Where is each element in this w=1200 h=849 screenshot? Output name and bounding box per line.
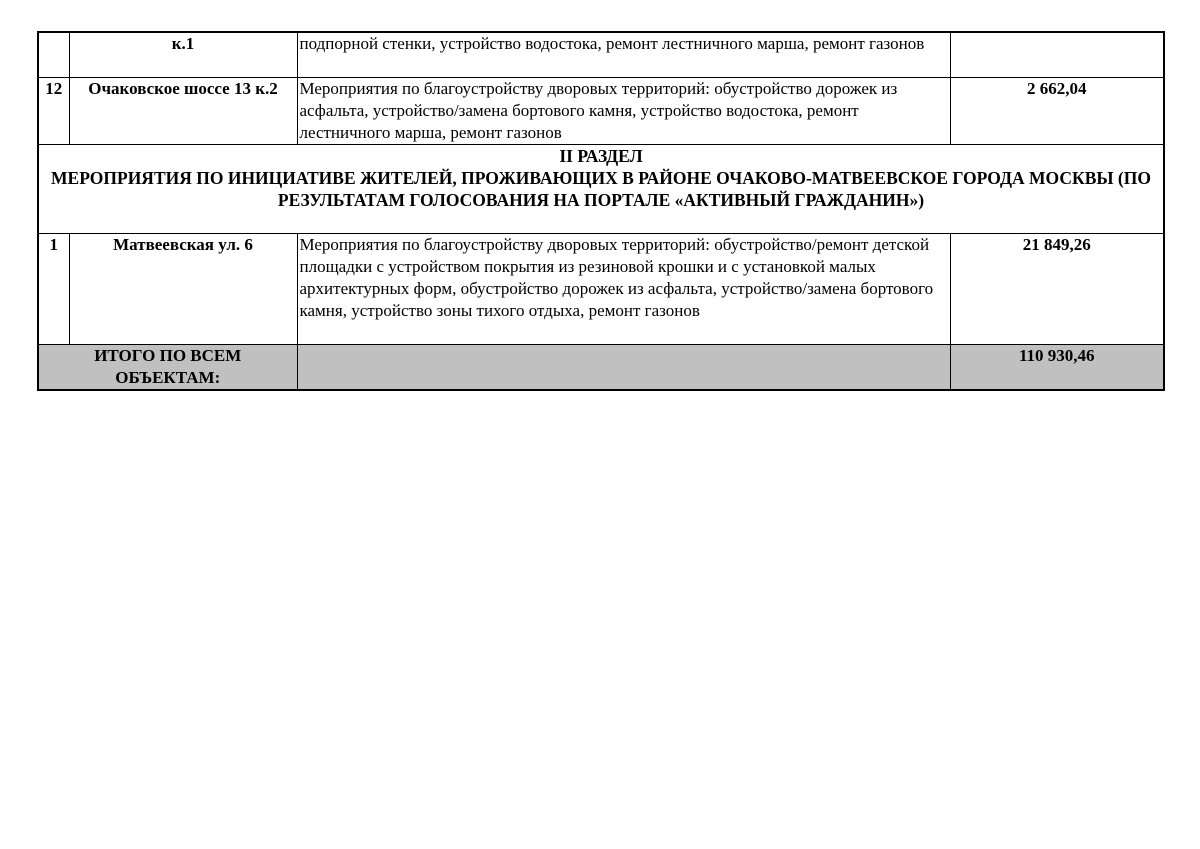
row-sum: 2 662,04 [950, 78, 1164, 145]
row-number [38, 32, 69, 78]
section-title: II РАЗДЕЛ [559, 146, 643, 166]
row-sum: 21 849,26 [950, 234, 1164, 345]
section-header-row [38, 145, 1164, 234]
table-row [38, 78, 1164, 145]
row-number: 1 [38, 234, 69, 345]
row-sum [950, 32, 1164, 78]
section-subtitle: МЕРОПРИЯТИЯ ПО ИНИЦИАТИВЕ ЖИТЕЛЕЙ, ПРОЖИВАЮЩИХ В РАЙОНЕ ОЧАКОВО-МАТВЕЕВСКОЕ ГОРОДА МОСКВЫ (ПО РЕЗУЛЬТАТАМ ГОЛОСОВАНИЯ НА ПОРТАЛЕ «АКТИВНЫЙ ГРАЖДАНИН») [51, 168, 1151, 210]
total-row [38, 345, 1164, 391]
row-description: подпорной стенки, устройство водостока, ремонт лестничного марша, ремонт газонов [297, 32, 950, 78]
total-sum: 110 930,46 [950, 345, 1164, 391]
table-row [38, 234, 1164, 345]
row-address: к.1 [69, 32, 297, 78]
row-address: Матвеевская ул. 6 [69, 234, 297, 345]
total-label: ИТОГО ПО ВСЕМ ОБЪЕКТАМ: [38, 345, 297, 391]
row-description: Мероприятия по благоустройству дворовых территорий: обустройство дорожек из асфальта, устройство/замена бортового камня, устройство водостока, ремонт лестничного марша, ремонт газонов [297, 78, 950, 145]
works-table [37, 31, 1165, 391]
row-description: Мероприятия по благоустройству дворовых территорий: обустройство/ремонт детской площадки с устройством покрытия из резиновой крошки и с установкой малых архитектурных форм, обустройство дорожек из асфальта, устройство/замена бортового камня, устройство зоны тихого отдыха, ремонт газонов [297, 234, 950, 345]
row-address: Очаковское шоссе 13 к.2 [69, 78, 297, 145]
table-row [38, 32, 1164, 78]
row-number: 12 [38, 78, 69, 145]
total-description [297, 345, 950, 391]
section-header [38, 145, 1164, 234]
